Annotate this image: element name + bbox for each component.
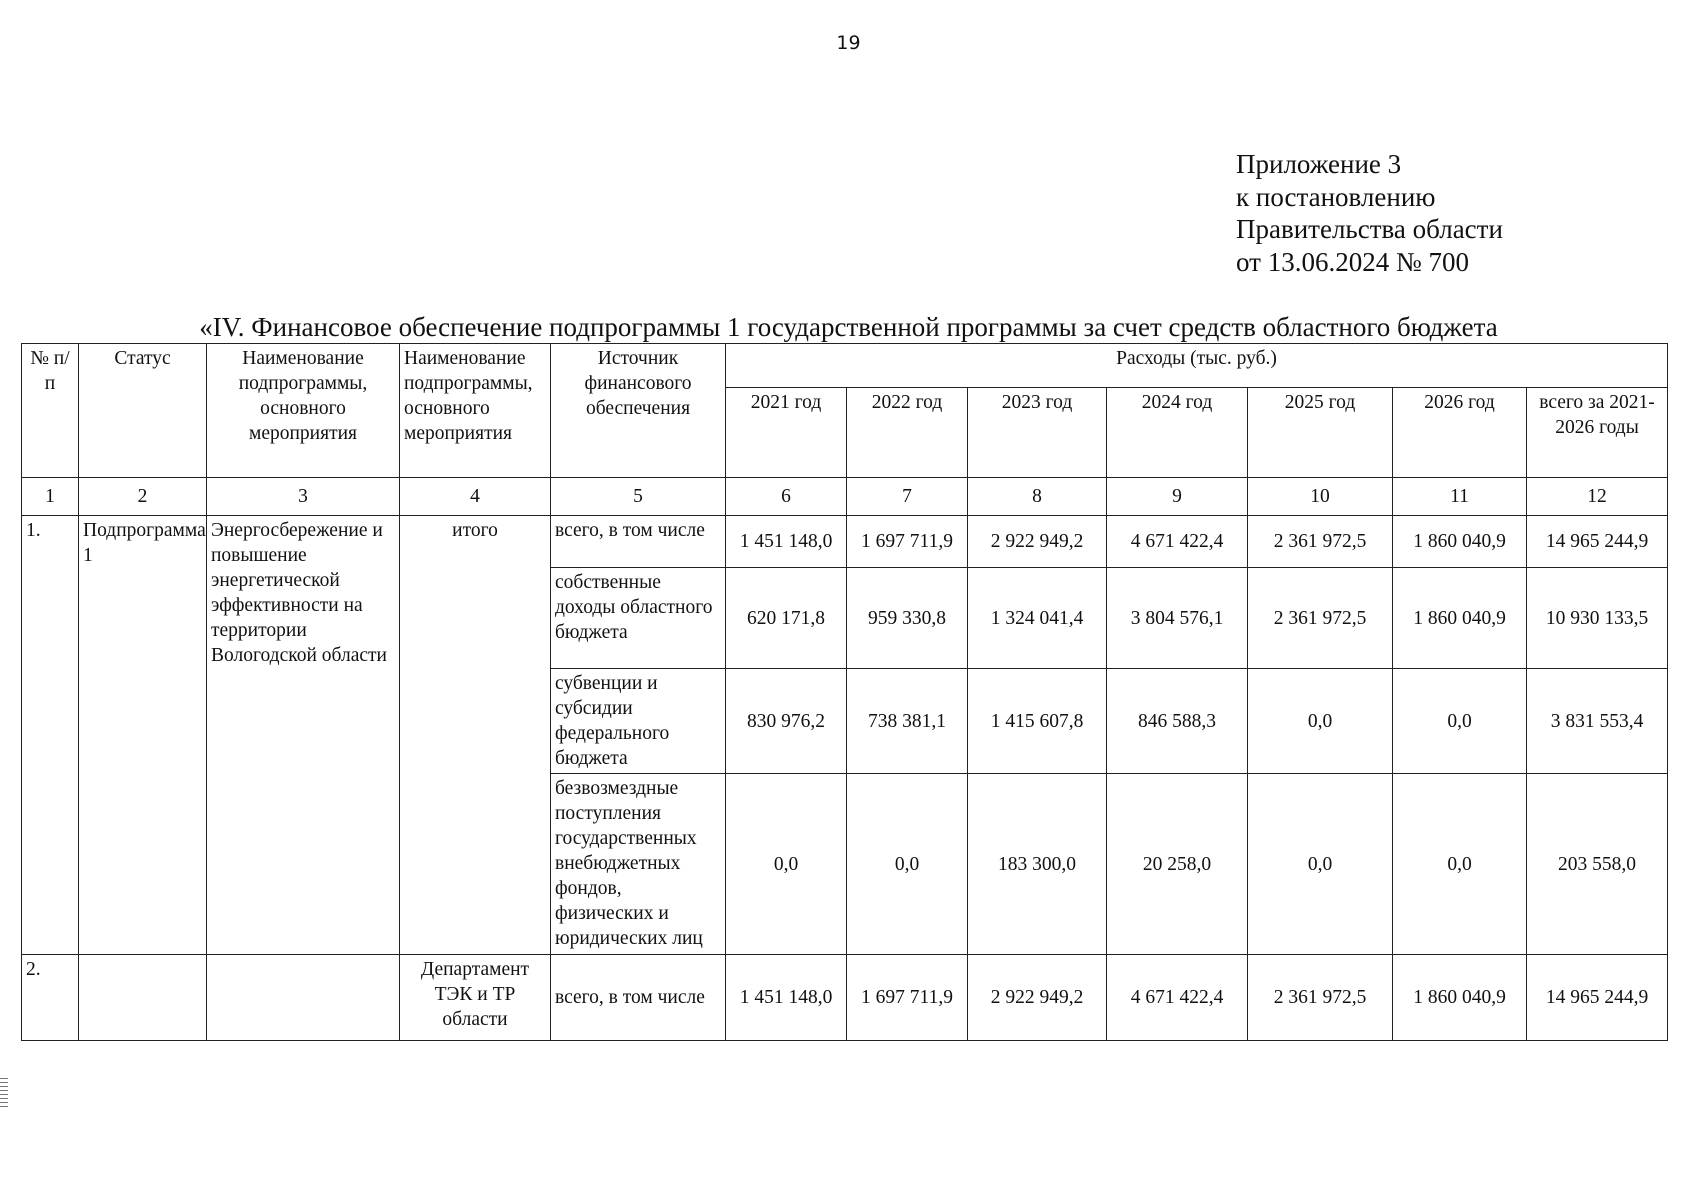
value-cell: 0,0 — [1393, 669, 1527, 774]
value-cell: 203 558,0 — [1527, 774, 1668, 955]
source-label: всего, в том числе — [551, 516, 726, 568]
header-num: № п/п — [22, 344, 79, 478]
index-row — [22, 478, 1668, 516]
value-cell: 14 965 244,9 — [1527, 955, 1668, 1041]
index-cell: 9 — [1107, 478, 1248, 516]
value-cell: 2 922 949,2 — [968, 955, 1107, 1041]
appendix-line: к постановлению — [1236, 181, 1436, 212]
value-cell: 0,0 — [1248, 774, 1393, 955]
row-name — [207, 955, 400, 1041]
value-cell: 1 697 711,9 — [847, 955, 968, 1041]
row-num: 1. — [22, 516, 79, 955]
index-cell: 7 — [847, 478, 968, 516]
appendix-line: Правительства области — [1236, 214, 1503, 244]
index-cell: 4 — [400, 478, 551, 516]
value-cell: 0,0 — [847, 774, 968, 955]
value-cell: 3 831 553,4 — [1527, 669, 1668, 774]
value-cell: 1 697 711,9 — [847, 516, 968, 568]
value-cell: 846 588,3 — [1107, 669, 1248, 774]
financing-table — [21, 343, 1668, 1041]
value-cell: 1 451 148,0 — [726, 516, 847, 568]
table-row — [22, 516, 1668, 568]
section-title: «IV. Финансовое обеспечение подпрограммы 1 государственной программы за счет средств областного бюджета — [199, 312, 1498, 342]
value-cell: 1 324 041,4 — [968, 568, 1107, 669]
header-year-total: всего за 2021-2026 годы — [1527, 388, 1668, 478]
value-cell: 1 860 040,9 — [1393, 516, 1527, 568]
value-cell: 959 330,8 — [847, 568, 968, 669]
value-cell: 2 361 972,5 — [1248, 568, 1393, 669]
header-year: 2021 год — [726, 388, 847, 478]
index-cell: 12 — [1527, 478, 1668, 516]
header-year: 2025 год — [1248, 388, 1393, 478]
value-cell: 2 922 949,2 — [968, 516, 1107, 568]
row-name: Энергосбережение и повышение энергетической эффективности на территории Вологодской области — [207, 516, 400, 955]
header-expenses: Расходы (тыс. руб.) — [726, 344, 1668, 388]
value-cell: 1 860 040,9 — [1393, 955, 1527, 1041]
row-num: 2. — [22, 955, 79, 1041]
header-source: Источник финансового обеспечения — [551, 344, 726, 478]
value-cell: 1 860 040,9 — [1393, 568, 1527, 669]
value-cell: 4 671 422,4 — [1107, 516, 1248, 568]
header-exec: Наименование подпрограммы, основного мероприятия — [400, 344, 551, 478]
index-cell: 8 — [968, 478, 1107, 516]
row-exec: Департамент ТЭК и ТР области — [400, 955, 551, 1041]
value-cell: 4 671 422,4 — [1107, 955, 1248, 1041]
value-cell: 738 381,1 — [847, 669, 968, 774]
value-cell: 0,0 — [726, 774, 847, 955]
index-cell: 10 — [1248, 478, 1393, 516]
header-status: Статус — [79, 344, 207, 478]
value-cell: 1 415 607,8 — [968, 669, 1107, 774]
value-cell: 2 361 972,5 — [1248, 516, 1393, 568]
header-year: 2024 год — [1107, 388, 1248, 478]
source-label: всего, в том числе — [551, 955, 726, 1041]
index-cell: 11 — [1393, 478, 1527, 516]
index-cell: 5 — [551, 478, 726, 516]
scan-margin-marks — [0, 1078, 8, 1110]
value-cell: 14 965 244,9 — [1527, 516, 1668, 568]
value-cell: 183 300,0 — [968, 774, 1107, 955]
value-cell: 0,0 — [1248, 669, 1393, 774]
header-year: 2022 год — [847, 388, 968, 478]
value-cell: 620 171,8 — [726, 568, 847, 669]
source-label: субвенции и субсидии федерального бюджета — [551, 669, 726, 774]
appendix-line: Приложение 3 — [1236, 149, 1402, 179]
table-row — [22, 955, 1668, 1041]
value-cell: 20 258,0 — [1107, 774, 1248, 955]
row-status: Подпрограмма 1 — [79, 516, 207, 955]
row-status — [79, 955, 207, 1041]
value-cell: 3 804 576,1 — [1107, 568, 1248, 669]
value-cell: 830 976,2 — [726, 669, 847, 774]
header-name: Наименование подпрограммы, основного мероприятия — [207, 344, 400, 478]
row-exec: итого — [400, 516, 551, 955]
index-cell: 1 — [22, 478, 79, 516]
appendix-line: от 13.06.2024 № 700 — [1236, 246, 1469, 277]
value-cell: 10 930 133,5 — [1527, 568, 1668, 669]
source-label: собственные доходы областного бюджета — [551, 568, 726, 669]
header-row — [22, 344, 1668, 388]
index-cell: 3 — [207, 478, 400, 516]
value-cell: 2 361 972,5 — [1248, 955, 1393, 1041]
index-cell: 6 — [726, 478, 847, 516]
page-number: 19 — [836, 32, 861, 54]
value-cell: 0,0 — [1393, 774, 1527, 955]
index-cell: 2 — [79, 478, 207, 516]
source-label: безвозмездные поступления государственных внебюджетных фондов, физических и юридических лиц — [551, 774, 726, 955]
header-year: 2026 год — [1393, 388, 1527, 478]
value-cell: 1 451 148,0 — [726, 955, 847, 1041]
appendix-block — [1236, 148, 1503, 278]
header-year: 2023 год — [968, 388, 1107, 478]
